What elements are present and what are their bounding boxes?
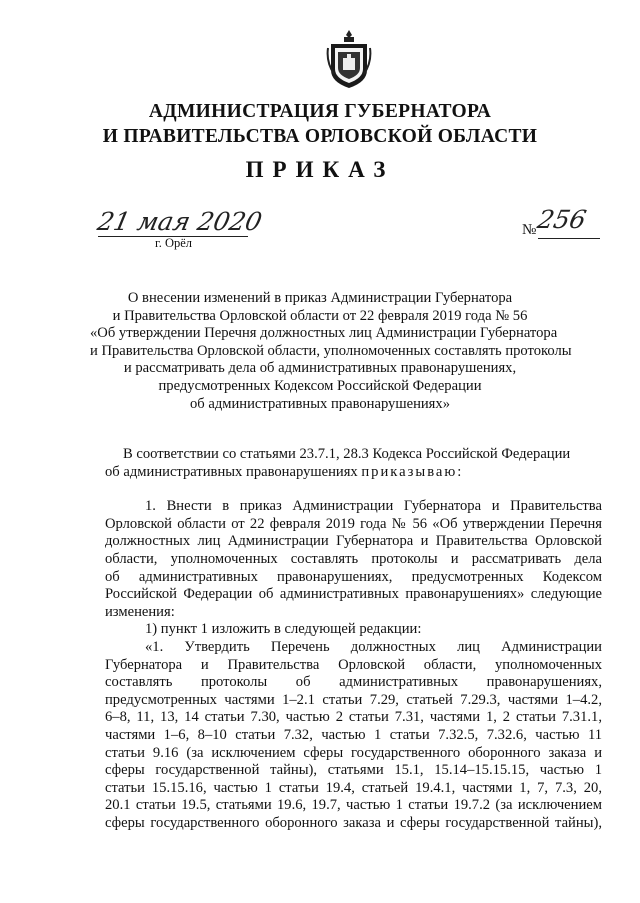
- coat-of-arms-emblem: [326, 28, 372, 90]
- sub1-line: 6–8, 11, 13, 14 статьи 7.30, частью 2 статьи 7.31, частями 1, 2 статьи 7.31.1,: [105, 709, 602, 726]
- item1-line: изменения:: [105, 603, 175, 620]
- item1-line: должностных лиц Администрации Губернатора и Правительства Орловской: [105, 533, 602, 550]
- subject-line: «Об утверждении Перечня должностных лиц Администрации Губернатора: [90, 325, 558, 342]
- handwritten-date: 21 мая 2020: [94, 207, 265, 236]
- org-title-line2: И ПРАВИТЕЛЬСТВА ОРЛОВСКОЙ ОБЛАСТИ: [102, 126, 538, 147]
- item1-line: области, уполномоченных составлять протоколы и рассматривать дела: [105, 550, 602, 567]
- subject-line: предусмотренных Кодексом Российской Федерации: [158, 377, 482, 394]
- number-label: №: [522, 222, 537, 238]
- sub1-line: предусмотренных частями 1–2.1 статьи 7.29, статьей 7.29.3, частями 1–4.2,: [105, 691, 602, 708]
- item1-line: об административных правонарушениях, предусмотренных Кодексом: [105, 568, 602, 585]
- number-underline: [538, 238, 600, 239]
- city-label: г. Орёл: [155, 236, 193, 250]
- subject-line: О внесении изменений в приказ Администрации Губернатора: [127, 290, 513, 306]
- sub1-line: сферы государственного оборонного заказа и сферы государственной тайны),: [105, 814, 602, 831]
- preamble-order-word: приказываю:: [361, 463, 464, 480]
- sub1-line: частями 1–6, 8–10 статьи 7.32, частью 1 статьи 7.32.5, 7.32.6, частью 11: [105, 726, 602, 743]
- preamble-line: [105, 464, 602, 482]
- handwritten-number: 256: [534, 205, 589, 234]
- subject-line: и Правительства Орловской области от 22 февраля 2019 года № 56: [112, 307, 528, 324]
- spacer: [105, 481, 602, 498]
- sub1-line: 20.1 статьи 19.5, статьями 19.6, 19.7, частью 1 статьи 19.7.2 (за исключением: [105, 797, 602, 814]
- subject-line: об административных правонарушениях»: [189, 395, 450, 412]
- sub1-line: «1. Утвердить Перечень должностных лиц Администрации: [145, 638, 602, 655]
- sub1-line: статьи 15.15.16, частью 1 статьи 19.4, статьей 19.4.1, частями 1, 7, 7.3, 20,: [105, 779, 602, 796]
- sub1-line: статьи 9.16 (за исключением сферы государственного оборонного заказа и: [105, 744, 602, 761]
- subject-line: и рассматривать дела об административных правонарушениях,: [123, 360, 517, 377]
- sub1-line: сферы государственной тайны), статьями 15.1, 15.14–15.15.15, частью 1: [105, 762, 602, 779]
- preamble-text: об административных правонарушениях: [105, 463, 358, 480]
- item1-line: 1. Внести в приказ Администрации Губернатора и Правительства: [145, 498, 602, 515]
- preamble-line: В соответствии со статьями 23.7.1, 28.3 Кодекса Российской Федерации: [123, 446, 571, 462]
- document-type-title: ПРИКАЗ: [245, 157, 395, 182]
- sub1-line: составлять протоколы об административных правонарушениях,: [105, 674, 602, 691]
- document-body: [105, 446, 602, 832]
- item1-line: Российской Федерации об административных правонарушениях» следующие: [105, 586, 602, 603]
- subject-block: [90, 290, 572, 413]
- org-title-line1: АДМИНИСТРАЦИЯ ГУБЕРНАТОРА: [148, 101, 492, 122]
- item1-line: Орловской области от 22 февраля 2019 года № 56 «Об утверждении Перечня: [105, 515, 602, 532]
- subject-line: и Правительства Орловской области, уполномоченных составлять протоколы: [90, 342, 572, 359]
- sub1-line: Губернатора и Правительства Орловской области, уполномоченных: [105, 656, 602, 673]
- sub1-lead: 1) пункт 1 изложить в следующей редакции:: [145, 621, 422, 638]
